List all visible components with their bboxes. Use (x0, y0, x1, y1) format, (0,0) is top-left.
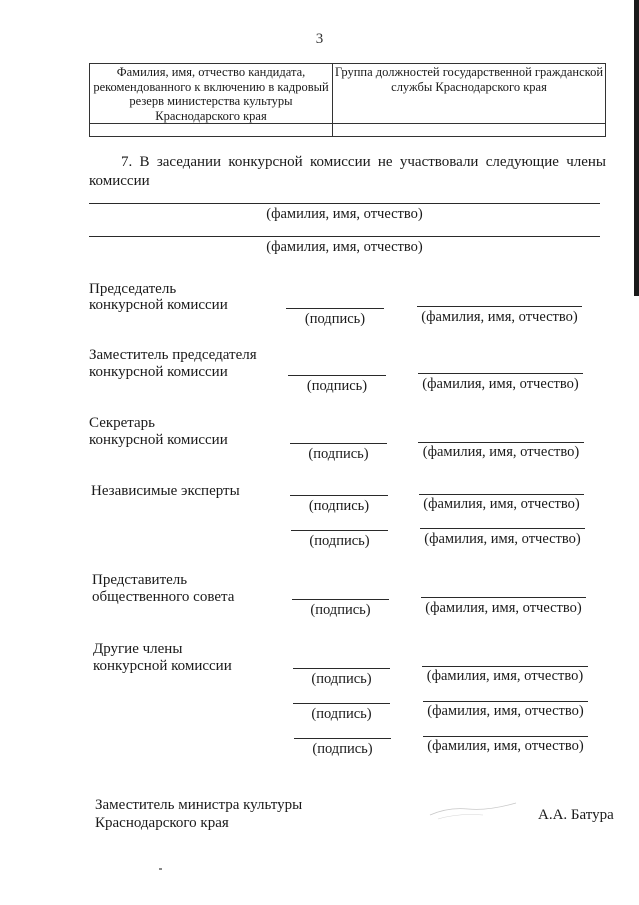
deputy-label-line2: конкурсной комиссии (89, 364, 228, 380)
candidates-table (89, 63, 606, 137)
signatory-name: А.А. Батура (538, 807, 614, 823)
other-member-1-signature-caption: (подпись) (311, 671, 372, 687)
absent-member-caption-1: (фамилия, имя, отчество) (266, 206, 423, 222)
page-number: 3 (315, 31, 324, 47)
other-member-1-name-line (422, 666, 588, 667)
chairman-signature-line (286, 308, 384, 309)
deputy-signature-caption: (подпись) (306, 378, 368, 394)
signatory-position-line2: Краснодарского края (95, 815, 229, 831)
chairman-name-caption: (фамилия, имя, отчество) (421, 309, 578, 325)
item-7-paragraph: 7. В заседании конкурсной комиссии не участвовали следующие члены комиссии (89, 154, 606, 189)
table-cell (333, 124, 606, 137)
secretary-label-line2: конкурсной комиссии (89, 432, 228, 448)
absent-member-line-1 (89, 203, 600, 204)
other-members-label-line1: Другие члены (93, 641, 183, 657)
deputy-label-line1: Заместитель председателя (89, 347, 257, 363)
table-header-row (90, 64, 606, 124)
secretary-signature-line (290, 443, 387, 444)
deputy-name-line (418, 373, 583, 374)
faint-signature-mark (428, 795, 518, 825)
public-council-signature-line (292, 599, 389, 600)
other-member-3-name-line (423, 736, 588, 737)
table-header-position-group: Группа должностей государственной гражданской службы Краснодарского края (333, 64, 606, 124)
absent-member-caption-2: (фамилия, имя, отчество) (266, 239, 423, 255)
expert-1-signature-line (290, 495, 388, 496)
other-member-1-name-caption: (фамилия, имя, отчество) (426, 668, 584, 684)
public-council-label-line1: Представитель (92, 572, 188, 588)
other-member-2-name-caption: (фамилия, имя, отчество) (427, 703, 584, 719)
table-row (90, 124, 606, 137)
other-member-3-name-caption: (фамилия, имя, отчество) (427, 738, 584, 754)
public-council-signature-caption: (подпись) (310, 602, 371, 618)
expert-2-name-caption: (фамилия, имя, отчество) (424, 531, 581, 547)
expert-1-name-line (419, 494, 584, 495)
expert-2-signature-line (291, 530, 388, 531)
other-member-2-signature-line (293, 703, 390, 704)
secretary-name-line (418, 442, 584, 443)
other-member-1-signature-line (293, 668, 390, 669)
deputy-signature-line (288, 375, 386, 376)
experts-label: Независимые эксперты (91, 483, 240, 499)
chairman-label-line2: конкурсной комиссии (89, 297, 228, 313)
other-members-label-line2: конкурсной комиссии (93, 658, 232, 674)
other-member-2-signature-caption: (подпись) (311, 706, 372, 722)
scan-edge-mark (634, 0, 639, 296)
deputy-name-caption: (фамилия, имя, отчество) (422, 376, 579, 392)
signatory-position-line1: Заместитель министра культуры (95, 797, 303, 813)
public-council-name-caption: (фамилия, имя, отчество) (425, 600, 582, 616)
expert-2-name-line (420, 528, 585, 529)
other-member-3-signature-caption: (подпись) (312, 741, 373, 757)
chairman-signature-caption: (подпись) (304, 311, 366, 327)
table-cell (90, 124, 333, 137)
secretary-signature-caption: (подпись) (308, 446, 369, 462)
scan-speck (159, 868, 162, 870)
other-member-2-name-line (423, 701, 588, 702)
expert-2-signature-caption: (подпись) (309, 533, 370, 549)
chairman-label-line1: Председатель (89, 281, 177, 297)
expert-1-name-caption: (фамилия, имя, отчество) (423, 496, 580, 512)
secretary-label-line1: Секретарь (89, 415, 156, 431)
secretary-name-caption: (фамилия, имя, отчество) (422, 444, 580, 460)
other-member-3-signature-line (294, 738, 391, 739)
table-header-fio: Фамилия, имя, отчество кандидата, рекомендованного к включению в кадровый резерв министерства культуры Краснодарского края (90, 64, 333, 124)
expert-1-signature-caption: (подпись) (308, 498, 370, 514)
chairman-name-line (417, 306, 582, 307)
public-council-name-line (421, 597, 586, 598)
absent-member-line-2 (89, 236, 600, 237)
public-council-label-line2: общественного совета (92, 589, 235, 605)
